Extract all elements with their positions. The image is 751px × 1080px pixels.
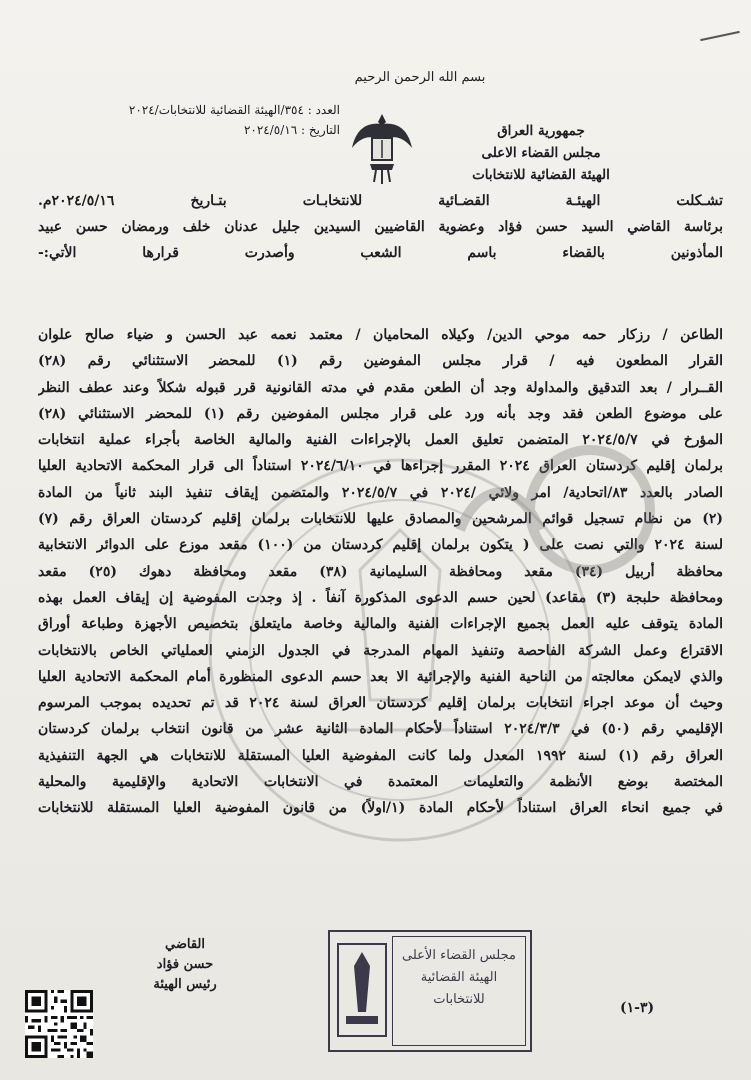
body-line: المادة يتوقف عليه العمل بجميع الإجراءات الفنية والمالية وخاصة مايتعلق بتخصيص الأجهزة وطباعة أوراق <box>38 616 723 633</box>
body-line: ومحافظة حلبجة (٣) مقاعد) لحين حسم الدعوى المذكورة آنفاً . إذ وجدت المفوضية إن إيقاف العمل بهذه <box>38 589 723 606</box>
body-line: الطاعن / رزكار حمه موحي الدين/ وكيلاه المحاميان / معتمد نعمه عبد الحسن و ضياء صالح علوان <box>38 327 723 343</box>
basmala: بسم الله الرحمن الرحيم <box>354 70 486 85</box>
official-stamp <box>328 930 532 1052</box>
body-line: (٢) من نظام تسجيل قوائم المرشحين والمصادق عليها للانتخابات برلمان إقليم كردستان العراق رقم (٧) <box>38 511 723 528</box>
body-line: وحيث أن موعد اجراء انتخابات برلمان إقليم كردستان العراق لسنة ٢٠٢٤ قد تم تحديده بموجب المرسوم <box>38 695 723 712</box>
signature-role: رئيس الهيئة <box>153 977 217 992</box>
body-line: المختصة بوضع الأنظمة والتعليمات المعتمدة في الانتخابات الاتحادية والإقليمية والمحلية <box>38 774 723 791</box>
issuer-header <box>441 120 641 186</box>
body-line: والذي لايمكن معالجته من الناحية الفنية والإجرائية الا بعد حسم الدعوى المنظورة أمام المحكمة الاتحادية العليا <box>38 668 723 685</box>
signature-name: حسن فؤاد <box>156 957 214 972</box>
body-line: العراق رقم (١) لسنة ١٩٩٢ المعدل ولما كانت المفوضية العليا المستقلة للانتخابات هي الجهة التنفيذية <box>38 747 723 764</box>
issuer-council: مجلس القضاء الاعلى <box>481 145 601 161</box>
intro-line: تشـكلت الهيئـة القضـائية للانتخابـات بتـاريخ ٢٠٢٤/٥/١٦م. <box>38 193 723 209</box>
body-line: الإقليمي رقم (٥٠) في ٢٠٢٤/٣/٣ استناداً لأحكام المادة الثانية عشر من قانون انتخاب برلمان كردستان <box>38 721 723 738</box>
reference-number: العدد : ٣٥٤/الهيئة القضائية للانتخابات/٢٠٢٤ <box>128 103 340 117</box>
body-line: في جميع انحاء العراق استناداً لأحكام المادة (١/اولاً) من قانون المفوضية العليا المستقلة للانتخابات <box>38 800 723 817</box>
body-line: المؤرخ في ٢٠٢٤/٥/٧ المتضمن تعليق العمل بالإجراءات الفنية والمالية الخاصة بأجراء عملية انتخابات <box>38 432 723 449</box>
body-line: محافظة أربيل (٣٤) مقعد ومحافظة السليمانية (٣٨) مقعد ومحافظة دهوك (٢٥) مقعد <box>38 563 723 580</box>
body-line: الصادر بالعدد ٨٣/اتحادية/ امر ولائي /٢٠٢٤ في ٢٠٢٤/٥/٧ والمتضمن إيقاف تنفيذ البند ثانياً من المادة <box>38 484 723 501</box>
eagle-emblem-icon <box>350 108 414 188</box>
reference-date: التاريخ : ٢٠٢٤/٥/١٦ <box>243 123 340 137</box>
body-line: برلمان إقليم كردستان العراق ٢٠٢٤ المقرر إجراءها في ٢٠٢٤/٦/١٠ استناداً الى قرار المحكمة الاتحادية العليا <box>38 458 723 475</box>
qr-code-icon[interactable] <box>25 990 93 1058</box>
tv-channel-logo-icon <box>440 440 660 590</box>
stamp-line: الهيئة القضائية <box>420 970 498 985</box>
stamp-text <box>392 936 526 1046</box>
issuer-body: الهيئة القضائية للانتخابات <box>472 167 610 183</box>
issuer-country: جمهورية العراق <box>497 123 585 139</box>
intro-line: برئاسة القاضي السيد حسن فؤاد وعضوية القاضيين السيدين جليل عدنان خلف ورمضان حسن عبيد <box>38 219 723 235</box>
body-line: على موضوع الطعن فقد وجد بأنه ورد على قرار مجلس المفوضين رقم (١) للمحضر الاستثنائي (٢٨) <box>38 405 723 422</box>
body-line: لسنة ٢٠٢٤ والتي نصت على ( يتكون برلمان إقليم كردستان من (١٠٠) مقعد موزع على الدوائر الانتخابية <box>38 537 723 554</box>
body-line: الاقتراع وعمل الشركة الفاحصة وتنفيذ المهام المدرجة في الجدول الزمني العملياتي الخاص بالانتخابات <box>38 642 723 659</box>
body-line: القــرار / بعد التدقيق والمداولة وجد أن الطعن مقدم في مدته القانونية قرر قبوله شكلاً وعند عطف النظر <box>38 379 723 396</box>
reference-block <box>40 100 340 140</box>
signature-block <box>130 935 240 995</box>
stamp-line: مجلس القضاء الأعلى <box>402 948 516 963</box>
intro-paragraph <box>38 188 723 266</box>
signature-title: القاضي <box>165 937 205 952</box>
stamp-emblem-icon <box>336 942 388 1038</box>
intro-line: المأذونين بالقضاء باسم الشعب وأصدرت قرارها الأتي:- <box>38 245 723 261</box>
pen-mark <box>700 31 740 41</box>
stamp-line: للانتخابات <box>433 992 485 1007</box>
body-line: القرار المطعون فيه / قرار مجلس المفوضين رقم (١) للمحضر الاستثنائي رقم (٢٨) <box>38 353 723 370</box>
page-number: (٣-١) <box>620 1000 655 1016</box>
